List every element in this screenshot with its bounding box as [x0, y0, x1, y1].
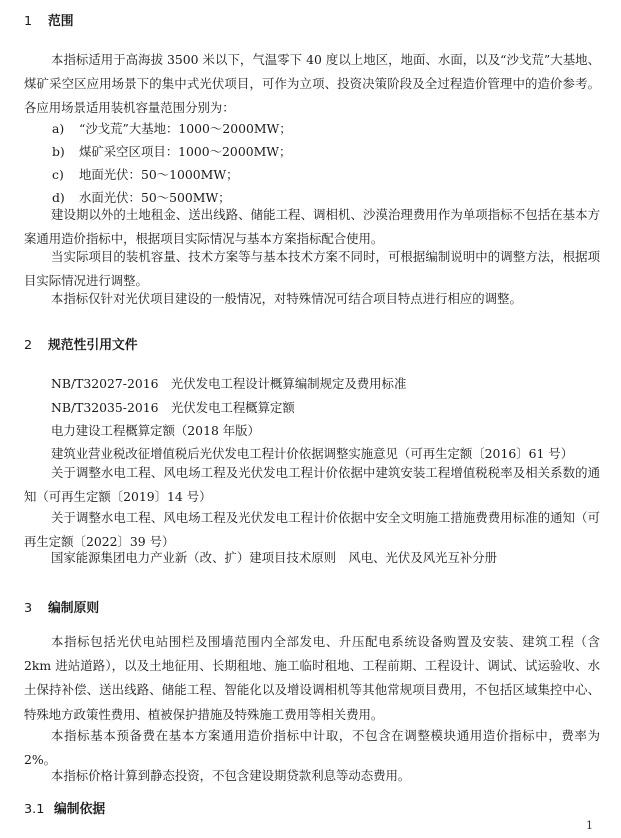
section-3-paragraph-3: 本指标价格计算到静态投资，不包含建设期贷款利息等动态费用。	[51, 768, 411, 783]
list-item-marker: b)	[52, 144, 65, 159]
section-3-title: 编制原则	[48, 601, 100, 616]
section-3-1-heading	[24, 798, 105, 817]
reference-2: NB/T32035-2016 光伏发电工程概算定额	[51, 400, 295, 415]
list-item-b	[52, 141, 291, 163]
section-3-number: 3	[24, 601, 33, 616]
section-3-paragraph-1: 本指标包括光伏电站围栏及围墙范围内全部发电、升压配电系统设备购置及安装、建筑工程（含 2km 进站道路），以及土地征用、长期租地、施工临时租地、工程前期、工程设计、调试、试运验收、水土保持补偿、送出线路、储能工程、智能化以及增设调相机等其他常规项目费用，不包括区域集控中心、特殊地方政策性费用、植被保护措施及特殊施工费用等相关费用。	[24, 634, 600, 722]
list-item-text: 煤矿采空区项目：1000～2000MW；	[79, 144, 292, 159]
list-item-marker: c)	[52, 167, 64, 182]
list-item-a	[52, 118, 292, 140]
list-item-c	[52, 164, 238, 186]
reference-6: 关于调整水电工程、风电场工程及光伏发电工程计价依据中安全文明施工措施费费用标准的通知（可再生定额〔2022〕39 号）	[24, 510, 600, 550]
list-item-marker: d)	[52, 190, 65, 205]
section-3-heading	[24, 597, 99, 616]
section-2-title: 规范性引用文件	[48, 338, 138, 353]
list-item-text: “沙戈荒”大基地：1000～2000MW；	[79, 121, 292, 136]
reference-4: 建筑业营业税改征增值税后光伏发电工程计价依据调整实施意见（可再生定额〔2016〕61 号）	[51, 446, 574, 461]
list-item-marker: a)	[52, 121, 65, 136]
reference-7: 国家能源集团电力产业新（改、扩）建项目技术原则 风电、光伏及风光互补分册	[51, 550, 498, 565]
section-1-paragraph-1: 本指标适用于高海拔 3500 米以下，气温零下 40 度以上地区，地面、水面，以及“沙戈荒”大基地、煤矿采空区应用场景下的集中式光伏项目，可作为立项、投资决策阶段及全过程造价管理中的造价参考。各应用场景适用装机容量范围分别为：	[24, 52, 600, 116]
reference-5: 关于调整水电工程、风电场工程及光伏发电工程计价依据中建筑安装工程增值税税率及相关系数的通知（可再生定额〔2019〕14 号）	[24, 465, 600, 505]
list-item-text: 水面光伏：50～500MW；	[79, 190, 231, 205]
section-1-title: 范围	[48, 14, 74, 29]
section-1-number: 1	[24, 14, 33, 29]
reference-1: NB/T32027-2016 光伏发电工程设计概算编制规定及费用标准	[51, 376, 407, 391]
section-1-paragraph-4: 本指标仅针对光伏项目建设的一般情况，对特殊情况可结合项目特点进行相应的调整。	[51, 291, 522, 306]
section-1-paragraph-2: 建设期以外的土地租金、送出线路、储能工程、调相机、沙漠治理费用作为单项指标不包括在基本方案通用造价指标中，根据项目实际情况与基本方案指标配合使用。	[24, 207, 600, 247]
reference-3: 电力建设工程概算定额（2018 年版）	[51, 423, 260, 438]
list-item-text: 地面光伏：50～1000MW；	[79, 167, 239, 182]
section-3-paragraph-2: 本指标基本预备费在基本方案通用造价指标中计取，不包含在调整模块通用造价指标中，费率为 2%。	[24, 728, 600, 768]
section-1-heading	[24, 10, 74, 29]
section-2-number: 2	[24, 338, 33, 353]
section-1-paragraph-3: 当实际项目的装机容量、技术方案等与基本技术方案不同时，可根据编制说明中的调整方法，根据项目实际情况进行调整。	[24, 249, 600, 289]
section-3-1-number: 3.1	[24, 802, 45, 817]
page-number: 1	[586, 819, 593, 832]
section-2-heading	[24, 334, 138, 353]
section-3-1-title: 编制依据	[54, 802, 106, 817]
